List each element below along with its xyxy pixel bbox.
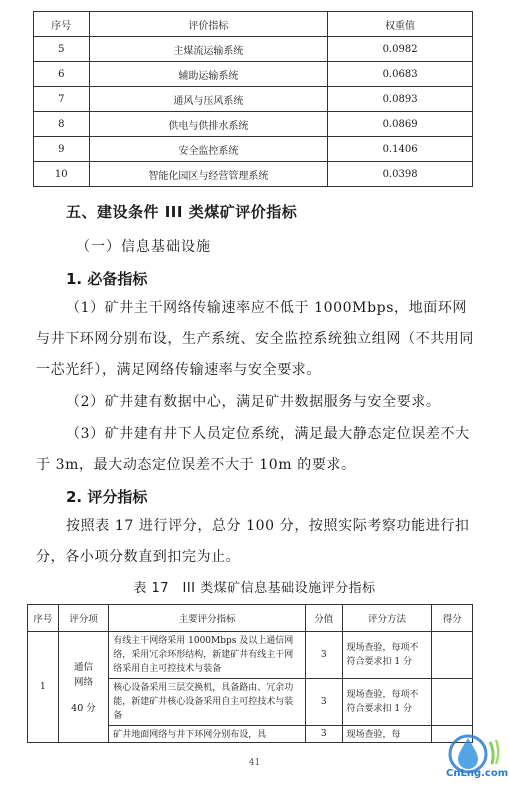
score-table — [27, 604, 473, 743]
item-points: 40 分 — [71, 703, 96, 714]
row-weight: 0.1406 — [328, 137, 473, 162]
row-no: 6 — [34, 62, 90, 87]
standard-cell: 有线主干网络采用 1000Mbps 及以上通信网络，采用冗余环形结构，新建矿井有线主干网络采用自主可控技术与装备 — [109, 632, 306, 679]
score-table-header — [28, 605, 473, 632]
row-indicator: 主煤流运输系统 — [89, 37, 328, 62]
row-indicator: 供电与供排水系统 — [89, 112, 328, 137]
weights-table-header — [34, 12, 473, 37]
item-cell — [58, 632, 109, 743]
row-indicator: 辅助运输系统 — [89, 62, 328, 87]
watermark-logo — [440, 728, 509, 784]
paragraph-4 — [36, 511, 476, 573]
table-row — [34, 37, 473, 62]
row-weight: 0.0683 — [328, 62, 473, 87]
col-header-weight: 权重值 — [328, 12, 473, 37]
item-name: 通信网络 — [73, 662, 93, 688]
paragraph-3 — [36, 419, 476, 481]
col-header-indicator: 评价指标 — [89, 12, 328, 37]
table-row — [28, 632, 473, 679]
paragraph-1-text: （1）矿井主干网络传输速率应不低于 1000Mbps，地面环网与井下环网分别布设，生产系统、安全监控系统独立组网（不共用同一芯光纤），满足网络传输速率与安全要求。 — [36, 300, 474, 378]
row-weight: 0.0398 — [328, 162, 473, 187]
result-cell — [432, 679, 473, 726]
page-number: 41 — [248, 758, 261, 768]
sub-heading: （一）信息基础设施 — [76, 239, 211, 255]
col-header-no: 序号 — [34, 12, 90, 37]
col-header-method: 评分方法 — [342, 605, 432, 632]
paragraph-2 — [36, 387, 476, 418]
col-header-result: 得分 — [432, 605, 473, 632]
col-header-no: 序号 — [28, 605, 59, 632]
weights-table — [33, 11, 473, 187]
row-weight: 0.0982 — [328, 37, 473, 62]
table-row — [34, 162, 473, 187]
table-caption: 表 17 III 类煤矿信息基础设施评分指标 — [133, 581, 376, 596]
table-row — [34, 112, 473, 137]
row-weight: 0.0869 — [328, 112, 473, 137]
score-cell: 3 — [305, 679, 342, 726]
col-header-standard: 主要评分指标 — [109, 605, 306, 632]
standard-cell: 矿井地面网络与井下环网分别布设，具 — [109, 726, 306, 743]
paragraph-4-text: 按照表 17 进行评分，总分 100 分，按照实际考察功能进行扣分，各小项分数直到扣完为止。 — [36, 518, 470, 565]
row-indicator: 智能化园区与经营管理系统 — [89, 162, 328, 187]
row-no: 1 — [28, 632, 59, 743]
row-no: 7 — [34, 87, 90, 112]
watermark-text: CnLng.com — [446, 768, 509, 779]
standard-cell: 核心设备采用三层交换机，具备路由、冗余功能，新建矿井核心设备采用自主可控技术与装备 — [109, 679, 306, 726]
row-indicator: 通风与压风系统 — [89, 87, 328, 112]
method-cell: 现场查验，每项不符合要求扣 1 分 — [342, 632, 432, 679]
row-no: 8 — [34, 112, 90, 137]
table-row — [34, 137, 473, 162]
row-no: 10 — [34, 162, 90, 187]
row-no: 9 — [34, 137, 90, 162]
paragraph-1 — [36, 293, 476, 386]
item1-heading: 1. 必备指标 — [66, 270, 148, 288]
row-no: 5 — [34, 37, 90, 62]
item2-heading: 2. 评分指标 — [66, 488, 148, 506]
paragraph-2-text: （2）矿井建有数据中心，满足矿井数据服务与安全要求。 — [66, 394, 441, 410]
table-row — [34, 62, 473, 87]
row-weight: 0.0893 — [328, 87, 473, 112]
table-row — [34, 87, 473, 112]
col-header-item: 评分项 — [58, 605, 109, 632]
paragraph-3-text: （3）矿井建有井下人员定位系统，满足最大静态定位误差不大于 3m，最大动态定位误差不大于 10m 的要求。 — [36, 426, 470, 473]
method-cell: 现场查验，每项不符合要求扣 1 分 — [342, 679, 432, 726]
method-cell: 现场查验，每 — [342, 726, 432, 743]
result-cell — [432, 632, 473, 679]
section-heading: 五、建设条件 III 类煤矿评价指标 — [66, 203, 298, 221]
score-cell: 3 — [305, 726, 342, 743]
row-indicator: 安全监控系统 — [89, 137, 328, 162]
col-header-score: 分值 — [305, 605, 342, 632]
score-cell: 3 — [305, 632, 342, 679]
